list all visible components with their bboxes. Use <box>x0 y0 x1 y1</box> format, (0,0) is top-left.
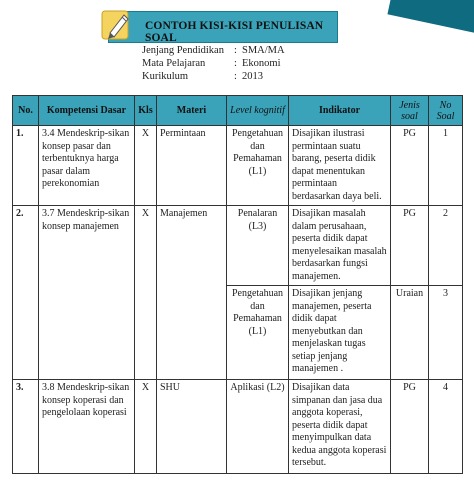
cell-nosoal: 2 <box>429 206 463 286</box>
corner-decoration <box>387 0 474 33</box>
page-title: CONTOH KISI-KISI PENULISAN SOAL <box>145 20 324 44</box>
document-info <box>142 44 285 83</box>
cell-kls: X <box>135 126 157 206</box>
cell-kompetensi: 3.8 Mendeskrip-sikan konsep koperasi dan pengelolaan koperasi <box>39 380 135 474</box>
info-row-kurikulum <box>142 70 285 83</box>
cell-level: Aplikasi (L2) <box>227 380 289 474</box>
cell-nosoal: 3 <box>429 286 463 380</box>
cell-indikator: Disajikan data simpanan dan jasa dua anggota koperasi, peserta didik dapat menyimpulkan data kedua anggota koperasi tersebut. <box>289 380 391 474</box>
table-row <box>13 206 463 286</box>
header-kls: Kls <box>135 96 157 126</box>
kisi-kisi-table <box>12 95 463 474</box>
cell-jenis: PG <box>391 126 429 206</box>
cell-kls: X <box>135 206 157 380</box>
cell-kls: X <box>135 380 157 474</box>
cell-indikator: Disajikan masalah dalam perusahaan, peserta didik dapat menyelesaikan masalah berdasarkan fungsi manajemen. <box>289 206 391 286</box>
info-label: Mata Pelajaran <box>142 58 206 69</box>
info-value: Ekonomi <box>242 58 281 69</box>
info-value: SMA/MA <box>242 45 285 56</box>
cell-jenis: Uraian <box>391 286 429 380</box>
cell-level: Pengetahuan dan Pemahaman (L1) <box>227 286 289 380</box>
table-header-row <box>13 96 463 126</box>
cell-level: Penalaran (L3) <box>227 206 289 286</box>
header-kompetensi: Kompetensi Dasar <box>39 96 135 126</box>
table-row <box>13 380 463 474</box>
cell-no: 2. <box>13 206 39 380</box>
cell-no: 3. <box>13 380 39 474</box>
cell-no: 1. <box>13 126 39 206</box>
cell-materi: SHU <box>157 380 227 474</box>
info-row-jenjang <box>142 44 285 57</box>
cell-jenis: PG <box>391 206 429 286</box>
cell-kompetensi: 3.7 Mendeskrip-sikan konsep manajemen <box>39 206 135 380</box>
header-materi: Materi <box>157 96 227 126</box>
cell-materi: Manajemen <box>157 206 227 380</box>
cell-nosoal: 4 <box>429 380 463 474</box>
info-label: Kurikulum <box>142 71 189 82</box>
cell-level: Pengetahuan dan Pemahaman (L1) <box>227 126 289 206</box>
info-colon: : <box>234 45 237 56</box>
title-banner <box>108 11 338 43</box>
header-indikator: Indikator <box>289 96 391 126</box>
cell-materi: Permintaan <box>157 126 227 206</box>
table-row <box>13 126 463 206</box>
header-level: Level kognitif <box>227 96 289 126</box>
cell-indikator: Disajikan ilustrasi permintaan suatu barang, peserta didik dapat menentukan permintaan berdasarkan daya beli. <box>289 126 391 206</box>
cell-jenis: PG <box>391 380 429 474</box>
info-colon: : <box>234 58 237 69</box>
header-no: No. <box>13 96 39 126</box>
header-nosoal: No Soal <box>429 96 463 126</box>
cell-nosoal: 1 <box>429 126 463 206</box>
header-jenis: Jenis soal <box>391 96 429 126</box>
pencil-icon <box>100 7 134 43</box>
info-label: Jenjang Pendidikan <box>142 45 224 56</box>
cell-indikator: Disajikan jenjang manajemen, peserta didik dapat menyebutkan dan menjelaskan tugas setiap jenjang manajemen . <box>289 286 391 380</box>
info-colon: : <box>234 71 237 82</box>
cell-kompetensi: 3.4 Mendeskrip-sikan konsep pasar dan terbentuknya harga pasar dalam perekonomian <box>39 126 135 206</box>
info-value: 2013 <box>242 71 263 82</box>
info-row-mapel <box>142 57 285 70</box>
